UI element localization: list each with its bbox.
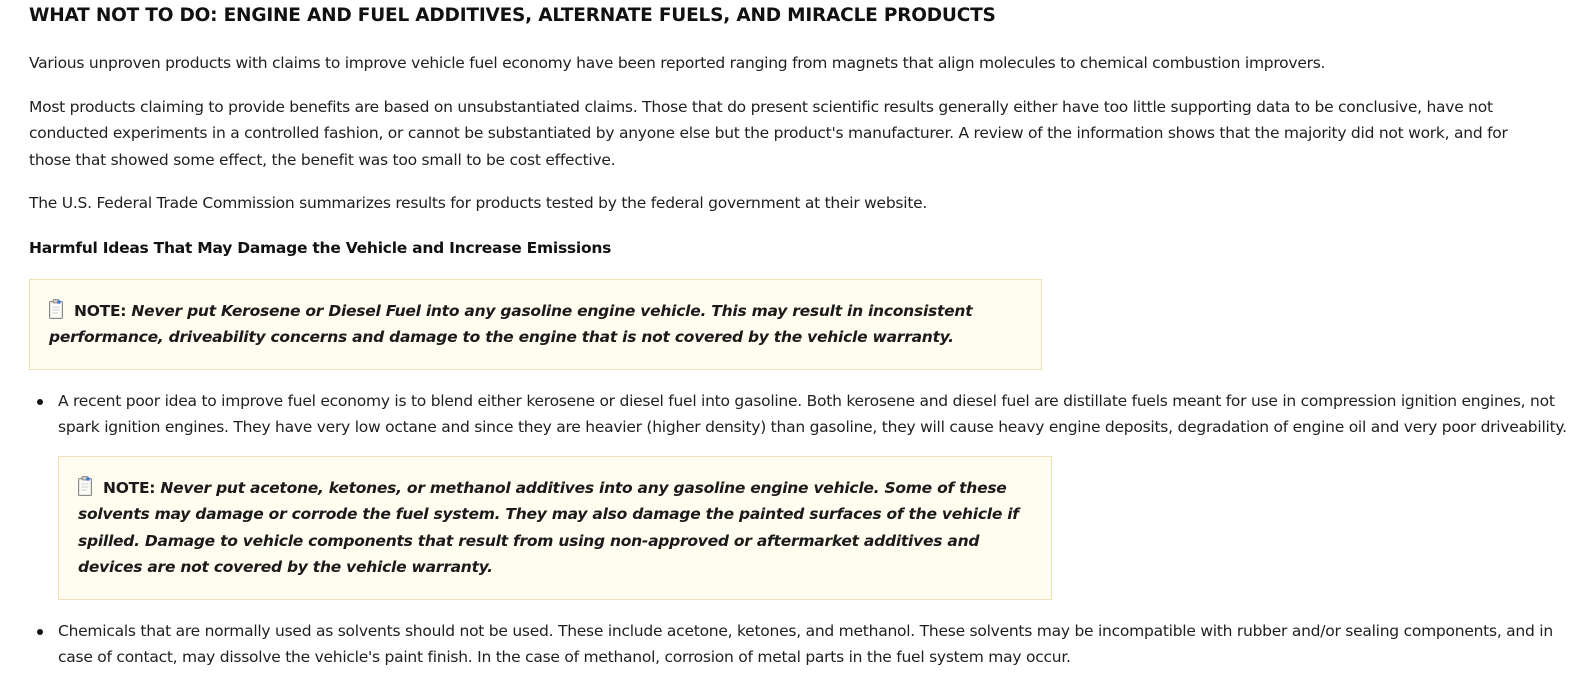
intro-paragraph: Various unproven products with claims to improve vehicle fuel economy have been reported ranging from magnets that align molecules to chemical combustion improvers. bbox=[29, 54, 1326, 72]
list-item-text: Chemicals that are normally used as solvents should not be used. These include acetone, ketones, and methanol. These solvents may be incompatible with rubber and/or sealing components, and in case of contact, may dissolve the vehicle's paint finish. In the case of methanol, corrosion of metal parts in the fuel system may occur. bbox=[58, 621, 1553, 666]
bullet-list bbox=[29, 618, 1570, 671]
note-text: Never put Kerosene or Diesel Fuel into any gasoline engine vehicle. This may result in inconsistent performance, driveability concerns and damage to the engine that is not covered by the vehicle warranty. bbox=[49, 301, 973, 346]
harmful-ideas-heading: Harmful Ideas That May Damage the Vehicle and Increase Emissions bbox=[29, 238, 612, 257]
ftc-paragraph: The U.S. Federal Trade Commission summarizes results for products tested by the federal government at their website. bbox=[29, 194, 928, 212]
list-item bbox=[29, 618, 1568, 671]
list-item-text: A recent poor idea to improve fuel economy is to blend either kerosene or diesel fuel into gasoline. Both kerosene and diesel fuel are distillate fuels meant for use in compression ignition engines, not spark ignition engines. They have very low octane and since they are heavier (higher density) than gasoline, they will cause heavy engine deposits, degradation of engine oil and very poor driveability. bbox=[58, 391, 1567, 436]
bullet-dot bbox=[37, 629, 43, 635]
page-title: WHAT NOT TO DO: ENGINE AND FUEL ADDITIVES, ALTERNATE FUELS, AND MIRACLE PRODUCTS bbox=[29, 5, 996, 26]
clipboard-note-icon bbox=[49, 299, 63, 319]
note-label: NOTE: bbox=[103, 478, 156, 497]
note-kerosene-diesel bbox=[29, 279, 1042, 370]
note-text: Never put acetone, ketones, or methanol additives into any gasoline engine vehicle. Some of these solvents may damage or corrode the fuel system. They may also damage the painted surfaces of the vehicle if spilled. Damage to vehicle components that result from using non-approved or aftermarket additives and devices are not covered by the vehicle warranty. bbox=[78, 478, 1019, 576]
bullet-list bbox=[29, 388, 1570, 441]
list-item bbox=[29, 388, 1568, 441]
claims-paragraph: Most products claiming to provide benefits are based on unsubstantiated claims. Those that do present scientific results generally either have too little supporting data to be conclusive, have not conducted experiments in a controlled fashion, or cannot be substantiated by anyone else but the product's manufacturer. A review of the information shows that the majority did not work, and for those that showed some effect, the benefit was too small to be cost effective. bbox=[29, 97, 1508, 169]
clipboard-note-icon bbox=[78, 476, 92, 496]
note-solvents bbox=[58, 456, 1052, 600]
note-label: NOTE: bbox=[74, 301, 127, 320]
bullet-dot bbox=[37, 399, 43, 405]
